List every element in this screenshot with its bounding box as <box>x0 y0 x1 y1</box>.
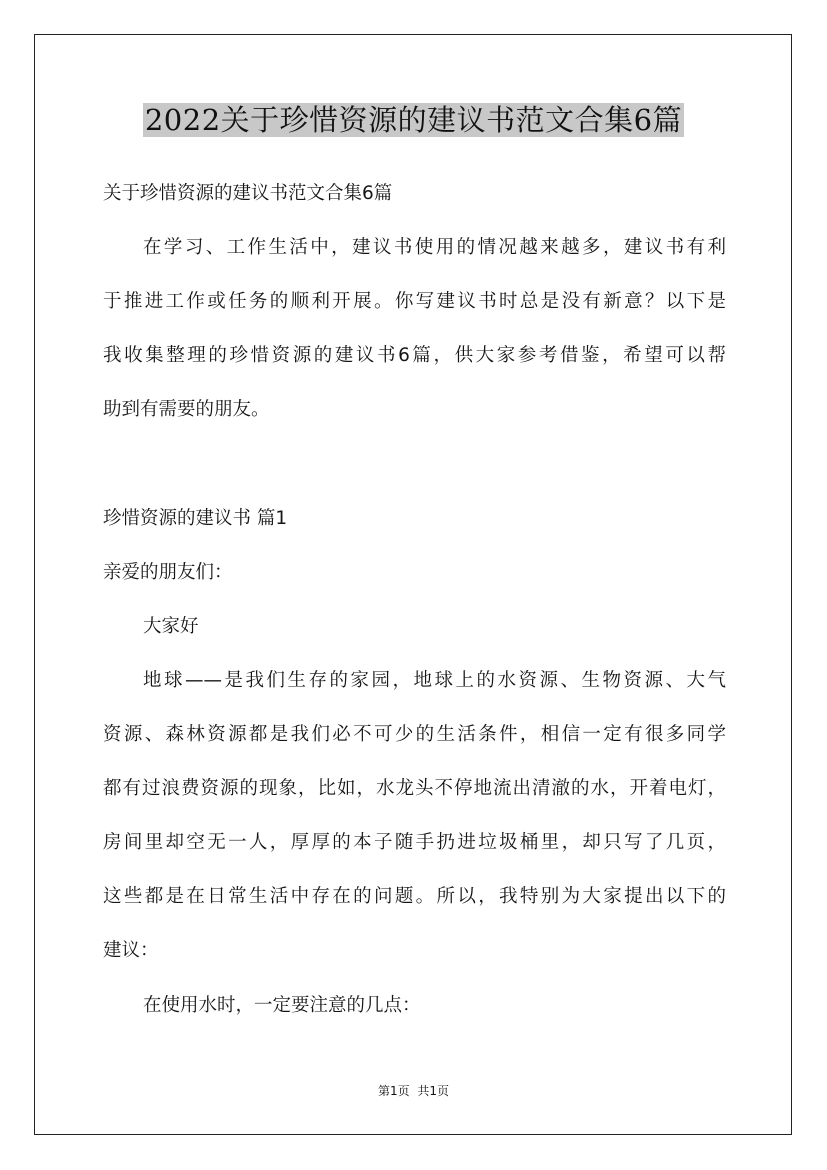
salutation: 亲爱的朋友们： <box>103 562 233 583</box>
document-subtitle: 关于珍惜资源的建议书范文合集6篇 <box>103 183 393 204</box>
body-line-2: 资源、森林资源都是我们必不可少的生活条件，相信一定有很多同学 <box>103 724 726 745</box>
water-usage-point: 在使用水时，一定要注意的几点： <box>143 995 421 1016</box>
page-total: 共1页 <box>417 1084 449 1098</box>
body-line-6: 建议： <box>103 940 159 961</box>
body-line-3: 都有过浪费资源的现象，比如，水龙头不停地流出清澈的水，开着电灯， <box>103 778 726 799</box>
body-line-1: 地球——是我们生存的家园，地球上的水资源、生物资源、大气 <box>143 670 726 691</box>
body-line-4: 房间里却空无一人，厚厚的本子随手扔进垃圾桶里，却只写了几页， <box>103 832 726 853</box>
document-title <box>0 100 827 145</box>
body-line-5: 这些都是在日常生活中存在的问题。所以，我特别为大家提出以下的 <box>103 886 726 907</box>
page-footer <box>0 1083 827 1099</box>
greeting: 大家好 <box>143 616 199 637</box>
intro-line-2: 于推进工作或任务的顺利开展。你写建议书时总是没有新意？以下是 <box>103 291 726 312</box>
intro-line-1: 在学习、工作生活中，建议书使用的情况越来越多，建议书有利 <box>143 237 726 258</box>
intro-line-4: 助到有需要的朋友。 <box>103 399 270 420</box>
section-heading: 珍惜资源的建议书 篇1 <box>103 508 288 529</box>
document-title-text: 2022关于珍惜资源的建议书范文合集6篇 <box>144 103 683 137</box>
intro-line-3: 我收集整理的珍惜资源的建议书6篇，供大家参考借鉴，希望可以帮 <box>103 345 726 366</box>
page-number: 第1页 <box>378 1084 410 1098</box>
